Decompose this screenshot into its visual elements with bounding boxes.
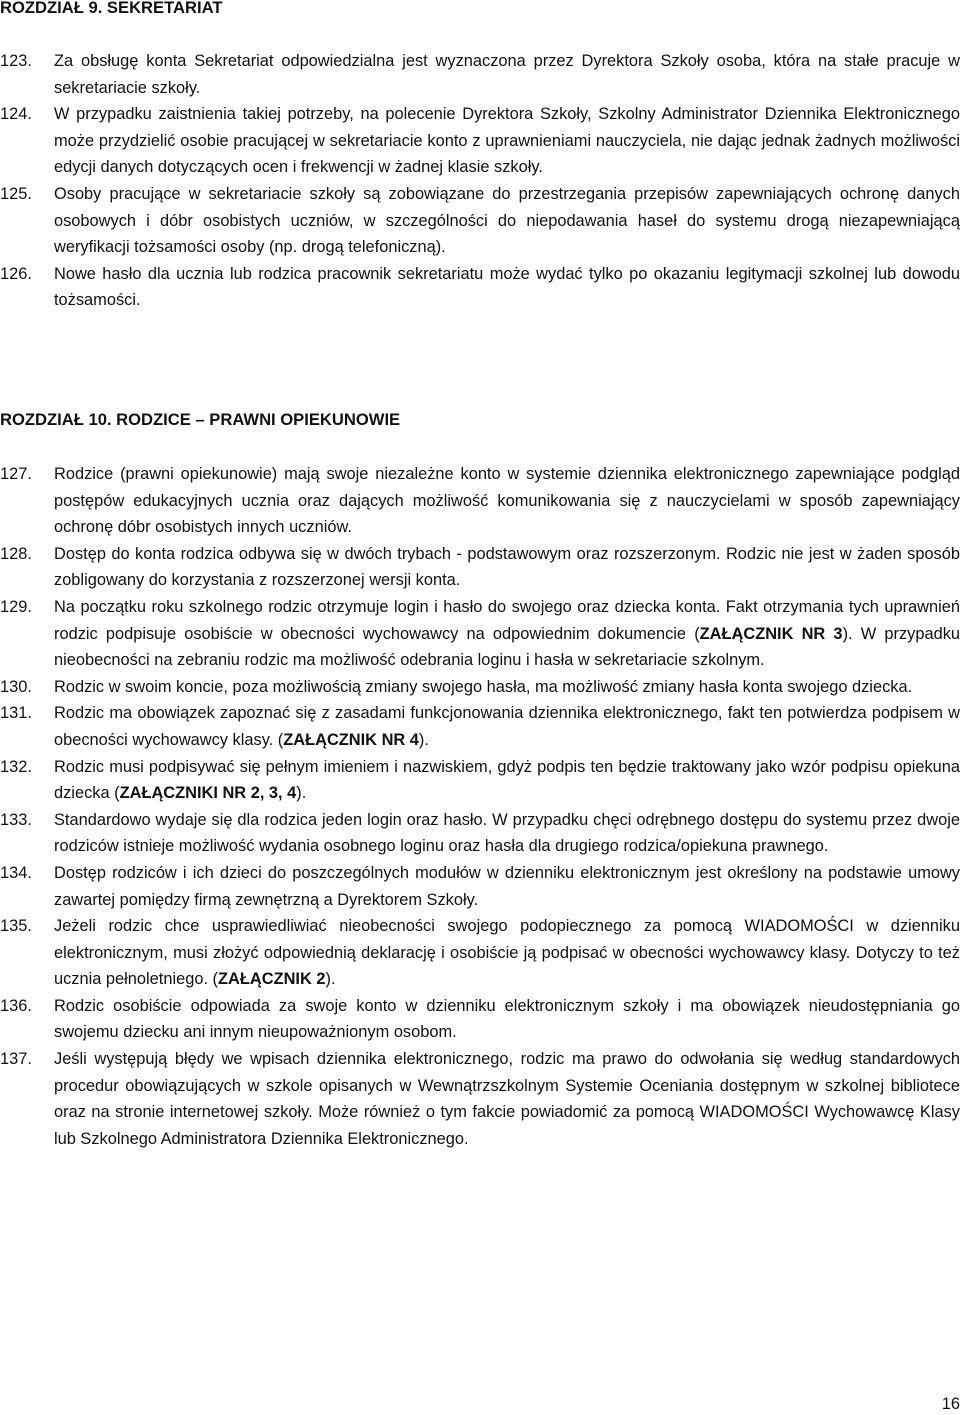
paragraph-text: ).	[296, 784, 307, 803]
paragraph-number: 125.	[0, 184, 32, 203]
paragraph-133	[0, 807, 960, 860]
paragraph-125	[0, 181, 960, 261]
paragraph-number: 135.	[0, 917, 32, 936]
paragraph-137	[0, 1046, 960, 1152]
paragraph-text: ).	[325, 970, 336, 989]
section-heading: ROZDZIAŁ 10. RODZICE – PRAWNI OPIEKUNOWIE	[0, 410, 401, 429]
paragraph-text: W przypadku zaistnienia takiej potrzeby, na polecenie Dyrektora Szkoły, Szkolny Administrator Dziennika Elektronicznego może przydzielić osobie pracującej w sekretariacie konto z uprawnieniami nauczyciela, nie dając jednak żadnych możliwości edycji danych dotyczących ocen i frekwencji w żadnej klasie szkoły.	[54, 105, 960, 177]
paragraph-number: 137.	[0, 1050, 32, 1069]
paragraph-127	[0, 461, 960, 541]
paragraph-text: Dostęp do konta rodzica odbywa się w dwóch trybach - podstawowym oraz rozszerzonym. Rodzic nie jest w żaden sposób zobligowany do korzystania z rozszerzonej wersji konta.	[54, 544, 960, 590]
paragraph-number: 126.	[0, 264, 32, 283]
paragraph-number: 134.	[0, 863, 32, 882]
paragraph-text: Osoby pracujące w sekretariacie szkoły są zobowiązane do przestrzegania przepisów zapewniających ochronę danych osobowych i dóbr osobistych uczniów, w szczególności do niepodawania haseł do systemu drogą niezapewniającą weryfikacji tożsamości osoby (np. drogą telefoniczną).	[54, 184, 960, 257]
section-rozdzial-9	[0, 0, 960, 314]
paragraph-number: 127.	[0, 465, 32, 483]
paragraph-number: 130.	[0, 677, 32, 696]
attachment-reference: ZAŁĄCZNIK NR 4	[283, 730, 419, 749]
paragraph-124	[0, 101, 960, 181]
paragraph-123	[0, 48, 960, 101]
paragraph-number: 128.	[0, 544, 32, 563]
section-heading: ROZDZIAŁ 9. SEKRETARIAT	[0, 0, 223, 17]
paragraph-131	[0, 700, 960, 753]
paragraph-text: Rodzic musi podpisywać się pełnym imieniem i nazwiskiem, gdyż podpis ten będzie traktowany jako wzór podpisu opiekuna dziecka (	[54, 757, 960, 803]
paragraph-126	[0, 261, 960, 314]
paragraph-text: Na początku roku szkolnego rodzic otrzymuje login i hasło do swojego oraz dziecka konta. Fakt otrzymania tych uprawnień rodzic podpisuje osobiście w obecności wychowawcy na odpowiednim dokumencie (	[54, 597, 960, 643]
paragraph-text: Rodzic ma obowiązek zapoznać się z zasadami funkcjonowania dziennika elektronicznego, fakt ten potwierdza podpisem w obecności wychowawcy klasy. (	[54, 704, 960, 749]
attachment-reference: ZAŁĄCZNIK 2	[218, 970, 326, 989]
item-list	[0, 48, 960, 314]
item-list	[0, 461, 960, 1152]
page-number: 16	[941, 1395, 960, 1413]
paragraph-132	[0, 754, 960, 807]
paragraph-number: 133.	[0, 810, 32, 829]
paragraph-134	[0, 860, 960, 913]
paragraph-129	[0, 594, 960, 674]
paragraph-text: Nowe hasło dla ucznia lub rodzica pracownik sekretariatu może wydać tylko po okazaniu legitymacji szkolnej lub dowodu tożsamości.	[54, 264, 960, 310]
paragraph-135	[0, 913, 960, 993]
paragraph-text: Za obsługę konta Sekretariat odpowiedzialna jest wyznaczona przez Dyrektora Szkoły osoba, która na stałe pracuje w sekretariacie szkoły.	[54, 52, 960, 97]
paragraph-number: 129.	[0, 597, 32, 616]
paragraph-text: Rodzic w swoim koncie, poza możliwością zmiany swojego hasła, ma możliwość zmiany hasła konta swojego dziecka.	[54, 677, 913, 696]
paragraph-text: ).	[418, 730, 429, 749]
paragraph-text: Dostęp rodziców i ich dzieci do poszczególnych modułów w dzienniku elektronicznym jest określony na podstawie umowy zawartej pomiędzy firmą zewnętrzną a Dyrektorem Szkoły.	[54, 863, 960, 909]
paragraph-number: 131.	[0, 704, 32, 723]
paragraph-text: Jeżeli rodzic chce usprawiedliwiać nieobecności swojego podopiecznego za pomocą WIADOMOŚCI w dzienniku elektronicznym, musi złożyć odpowiednią deklarację i osobiście ją podpisać w obecności wychowawcy klasy. Dotyczy to też ucznia pełnoletniego. (	[54, 917, 960, 989]
paragraph-number: 136.	[0, 996, 32, 1015]
paragraph-text: Jeśli występują błędy we wpisach dziennika elektronicznego, rodzic ma prawo do odwołania się według standardowych procedur obowiązujących w szkole opisanych w Wewnątrzszkolnym Systemie Oceniania dostępnym w szkolnej bibliotece oraz na stronie internetowej szkoły. Może również o tym fakcie powiadomić za pomocą WIADOMOŚCI Wychowawcę Klasy lub Szkolnego Administratora Dziennika Elektronicznego.	[54, 1050, 960, 1148]
paragraph-text: Rodzic osobiście odpowiada za swoje konto w dzienniku elektronicznym szkoły i ma obowiązek nieudostępniania go swojemu dziecku ani innym nieupoważnionym osobom.	[54, 996, 960, 1042]
paragraph-130	[0, 674, 960, 701]
paragraph-text: Standardowo wydaje się dla rodzica jeden login oraz hasło. W przypadku chęci odrębnego dostępu do systemu przez dwoje rodziców istnieje możliwość wydania osobnego loginu oraz hasła dla drugiego rodzica/opiekuna prawnego.	[54, 810, 960, 856]
attachment-reference: ZAŁĄCZNIK NR 3	[699, 624, 843, 643]
paragraph-text: Rodzice (prawni opiekunowie) mają swoje niezależne konto w systemie dziennika elektronicznego zapewniające podgląd postępów edukacyjnych ucznia oraz dających możliwość komunikowania się z nauczycielami w sposób zapewniający ochronę dóbr osobistych innych uczniów.	[54, 465, 960, 537]
attachment-reference: ZAŁĄCZNIKI NR 2, 3, 4	[119, 784, 297, 803]
section-rozdzial-10	[0, 408, 960, 1152]
paragraph-number: 123.	[0, 52, 32, 70]
paragraph-number: 124.	[0, 105, 32, 124]
paragraph-number: 132.	[0, 757, 32, 776]
paragraph-128	[0, 541, 960, 594]
paragraph-text: ). W przypadku nieobecności na zebraniu rodzic ma możliwość odebrania loginu i hasła w sekretariacie szkolnym.	[54, 624, 960, 670]
paragraph-136	[0, 993, 960, 1046]
